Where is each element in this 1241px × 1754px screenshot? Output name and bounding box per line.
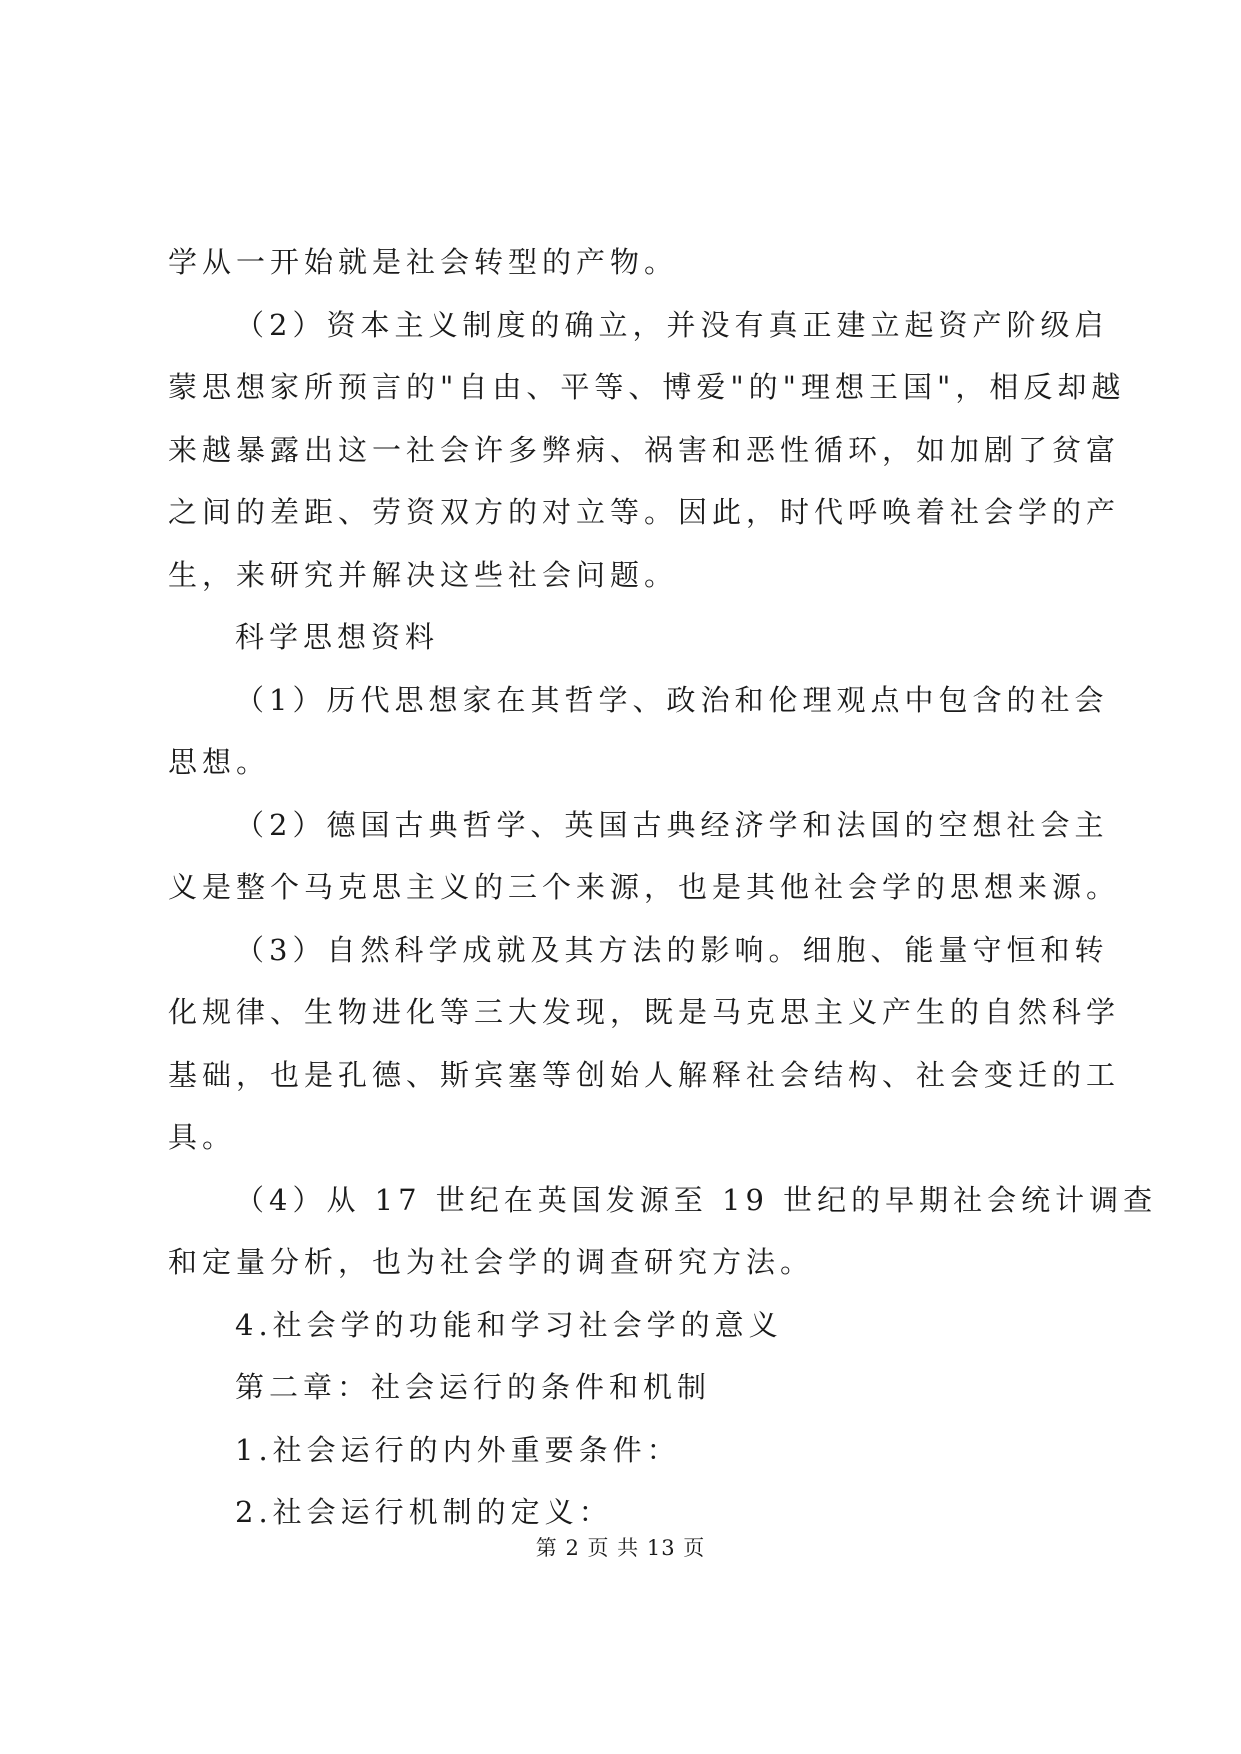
text-line: 来越暴露出这一社会许多弊病、祸害和恶性循环，如加剧了贫富 — [168, 432, 1121, 467]
text-line: 学从一开始就是社会转型的产物。 — [168, 245, 679, 279]
section-heading: 2.社会运行机制的定义： — [235, 1495, 613, 1529]
text-line: （2）资本主义制度的确立，并没有真正建立起资产阶级启 — [235, 307, 1109, 342]
text-line: 基础，也是孔德、斯宾塞等创始人解释社会结构、社会变迁的工 — [168, 1057, 1121, 1092]
text-line: 之间的差距、劳资双方的对立等。因此，时代呼唤着社会学的产 — [168, 495, 1121, 529]
chapter-heading: 第二章：社会运行的条件和机制 — [235, 1370, 712, 1404]
text-line: 具。 — [168, 1120, 237, 1154]
document-body — [168, 231, 1158, 1544]
section-heading: 4.社会学的功能和学习社会学的意义 — [235, 1307, 783, 1342]
page-number-footer: 第 2 页 共 13 页 — [535, 1536, 706, 1560]
text-line: （3）自然科学成就及其方法的影响。细胞、能量守恒和转 — [235, 932, 1109, 967]
section-heading: 1.社会运行的内外重要条件： — [235, 1432, 681, 1467]
text-line: （4）从 17 世纪在英国发源至 19 世纪的早期社会统计调查 — [235, 1182, 1158, 1217]
text-line: 思想。 — [168, 745, 271, 779]
text-line: （2）德国古典哲学、英国古典经济学和法国的空想社会主 — [235, 807, 1109, 842]
text-line: 义是整个马克思主义的三个来源，也是其他社会学的思想来源。 — [168, 870, 1121, 904]
text-line: （1）历代思想家在其哲学、政治和伦理观点中包含的社会 — [235, 682, 1109, 717]
text-line: 和定量分析，也为社会学的调查研究方法。 — [168, 1245, 815, 1279]
text-line: 化规律、生物进化等三大发现，既是马克思主义产生的自然科学 — [168, 995, 1121, 1029]
text-line: 生，来研究并解决这些社会问题。 — [168, 557, 679, 592]
section-heading: 科学思想资料 — [235, 620, 440, 654]
text-line: 蒙思想家所预言的"自由、平等、博爱"的"理想王国"，相反却越 — [168, 370, 1126, 404]
